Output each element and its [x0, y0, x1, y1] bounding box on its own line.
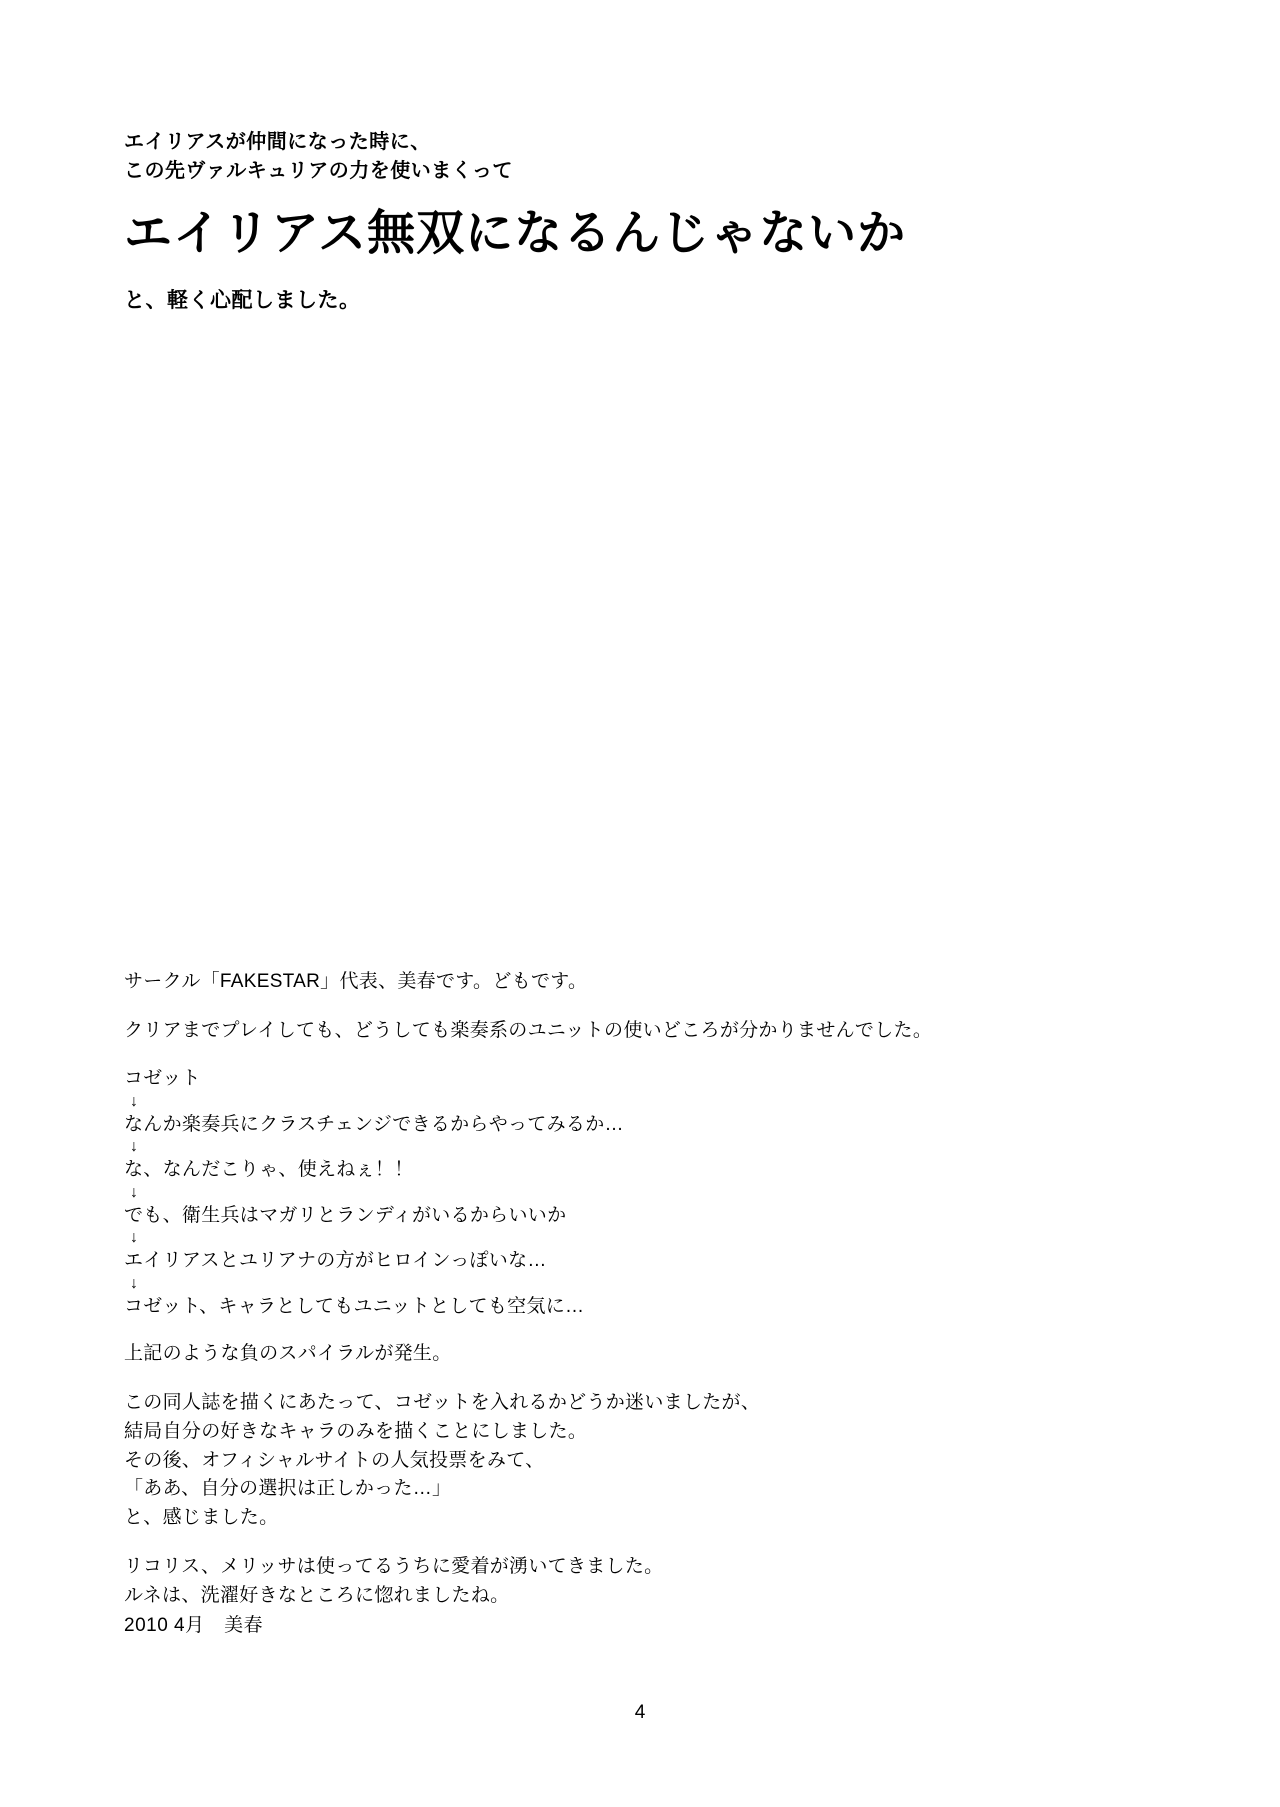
heading-block — [124, 128, 1184, 315]
list-item: コゼット — [124, 1068, 201, 1089]
list-item: エイリアスとユリアナの方がヒロインっぽいな… — [124, 1250, 547, 1272]
afterword-body — [124, 968, 1184, 1631]
paragraph-3 — [124, 1553, 1184, 1611]
heading-lead-line-2: この先ヴァルキュリアの力を使いまくって — [124, 160, 513, 182]
paragraph-2-line: この同人誌を描くにあたって、コゼットを入れるかどうか迷いましたが、 — [124, 1391, 761, 1413]
paragraph-2 — [124, 1389, 1184, 1533]
paragraph-2-line: 「ああ、自分の選択は正しかった…」 — [124, 1478, 452, 1500]
clear-note-paragraph: クリアまでプレイしても、どうしても楽奏系のユニットの使いどころが分かりませんでした。 — [124, 1019, 933, 1041]
page-title: エイリアス無双になるんじゃないか — [124, 207, 907, 260]
arrow-down-icon: ↓ — [130, 1229, 139, 1247]
paragraph-3-line: ルネは、洗濯好きなところに惚れましたね。 — [124, 1585, 510, 1607]
paragraph-2-line: その後、オフィシャルサイトの人気投票をみて、 — [124, 1449, 545, 1471]
arrow-down-icon: ↓ — [130, 1138, 139, 1156]
spiral-note-paragraph: 上記のような負のスパイラルが発生。 — [124, 1343, 452, 1365]
paragraph-2-line: 結局自分の好きなキャラのみを描くことにしました。 — [124, 1420, 588, 1442]
arrow-down-icon: ↓ — [130, 1183, 139, 1201]
page-number: 4 — [634, 1702, 646, 1723]
signature: 2010 4月 美春 — [124, 1615, 264, 1636]
heading-lead-line-1: エイリアスが仲間になった時に、 — [124, 131, 431, 153]
spiral-chain-list — [124, 1065, 1184, 1320]
arrow-down-icon: ↓ — [130, 1274, 139, 1292]
list-item: なんか楽奏兵にクラスチェンジできるからやってみるか… — [124, 1113, 624, 1135]
heading-lead-tail: と、軽く心配しました。 — [124, 289, 361, 312]
paragraph-3-line: リコリス、メリッサは使ってるうちに愛着が湧いてきました。 — [124, 1556, 664, 1578]
paragraph-2-line: と、感じました。 — [124, 1507, 279, 1529]
list-item: でも、衛生兵はマガリとランディがいるからいいか — [124, 1204, 567, 1226]
arrow-down-icon: ↓ — [130, 1092, 139, 1110]
list-item: な、なんだこりゃ、使えねぇ！！ — [124, 1159, 414, 1181]
list-item: コゼット、キャラとしてもユニットとしても空気に… — [124, 1295, 585, 1317]
intro-paragraph: サークル「FAKESTAR」代表、美春です。どもです。 — [124, 971, 588, 992]
